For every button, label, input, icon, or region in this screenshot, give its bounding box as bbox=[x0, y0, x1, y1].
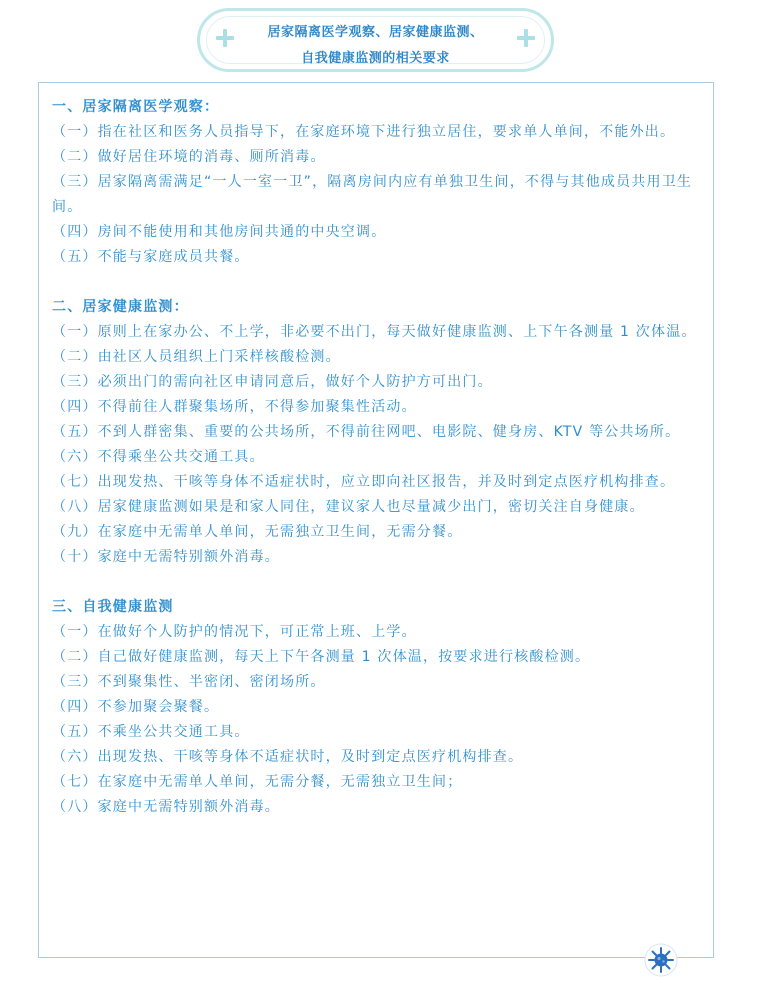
list-item: （八）家庭中无需特别额外消毒。 bbox=[52, 799, 280, 815]
list-item: （九）在家庭中无需单人单间，无需独立卫生间，无需分餐。 bbox=[52, 524, 463, 540]
list-item: （二）自己做好健康监测，每天上下午各测量 1 次体温，按要求进行核酸检测。 bbox=[52, 649, 591, 665]
list-item: （三）不到聚集性、半密闭、密闭场所。 bbox=[52, 674, 326, 690]
list-item: （四）不得前往人群聚集场所，不得参加聚集性活动。 bbox=[52, 399, 417, 415]
list-item: （一）在做好个人防护的情况下，可正常上班、上学。 bbox=[52, 624, 417, 640]
section-home-isolation bbox=[52, 95, 702, 270]
section-heading: 二、居家健康监测： bbox=[52, 299, 189, 315]
list-item: （六）不得乘坐公共交通工具。 bbox=[52, 449, 265, 465]
title-line-1: 居家隔离医学观察、居家健康监测、 bbox=[267, 25, 484, 40]
list-item: （二）做好居住环境的消毒、厕所消毒。 bbox=[52, 149, 326, 165]
list-item: （五）不能与家庭成员共餐。 bbox=[52, 249, 250, 265]
list-item: （三）必须出门的需向社区申请同意后，做好个人防护方可出门。 bbox=[52, 374, 493, 390]
list-item: （二）由社区人员组织上门采样核酸检测。 bbox=[52, 349, 341, 365]
list-item: （一）指在社区和医务人员指导下，在家庭环境下进行独立居住，要求单人单间，不能外出。 bbox=[52, 124, 676, 140]
header-banner bbox=[197, 8, 554, 72]
title-line-2: 自我健康监测的相关要求 bbox=[301, 51, 450, 66]
plus-icon bbox=[515, 27, 537, 49]
list-item: （五）不到人群密集、重要的公共场所，不得前往网吧、电影院、健身房、KTV 等公共场所。 bbox=[52, 424, 681, 440]
list-item: （七）出现发热、干咳等身体不适症状时，应立即向社区报告，并及时到定点医疗机构排查。 bbox=[52, 474, 676, 490]
list-item: （六）出现发热、干咳等身体不适症状时，及时到定点医疗机构排查。 bbox=[52, 749, 524, 765]
section-home-health-monitoring bbox=[52, 295, 702, 570]
list-item: （四）不参加聚会聚餐。 bbox=[52, 699, 220, 715]
list-item: （七）在家庭中无需单人单间，无需分餐，无需独立卫生间； bbox=[52, 774, 463, 790]
content-box bbox=[38, 82, 714, 958]
section-self-health-monitoring bbox=[52, 595, 702, 820]
list-item: （五）不乘坐公共交通工具。 bbox=[52, 724, 250, 740]
list-item: （四）房间不能使用和其他房间共通的中央空调。 bbox=[52, 224, 387, 240]
list-item: （八）居家健康监测如果是和家人同住，建议家人也尽量减少出门，密切关注自身健康。 bbox=[52, 499, 645, 515]
document-body bbox=[52, 95, 702, 845]
plus-icon bbox=[214, 27, 236, 49]
page-title bbox=[240, 20, 511, 72]
list-item: （一）原则上在家办公、不上学，非必要不出门，每天做好健康监测、上下午各测量 1 次体温。 bbox=[52, 324, 697, 340]
list-item: （三）居家隔离需满足“一人一室一卫”，隔离房间内应有单独卫生间，不得与其他成员共用卫生间。 bbox=[52, 174, 693, 215]
section-heading: 三、自我健康监测 bbox=[52, 599, 174, 615]
section-heading: 一、居家隔离医学观察： bbox=[52, 99, 220, 115]
list-item: （十）家庭中无需特别额外消毒。 bbox=[52, 549, 280, 565]
